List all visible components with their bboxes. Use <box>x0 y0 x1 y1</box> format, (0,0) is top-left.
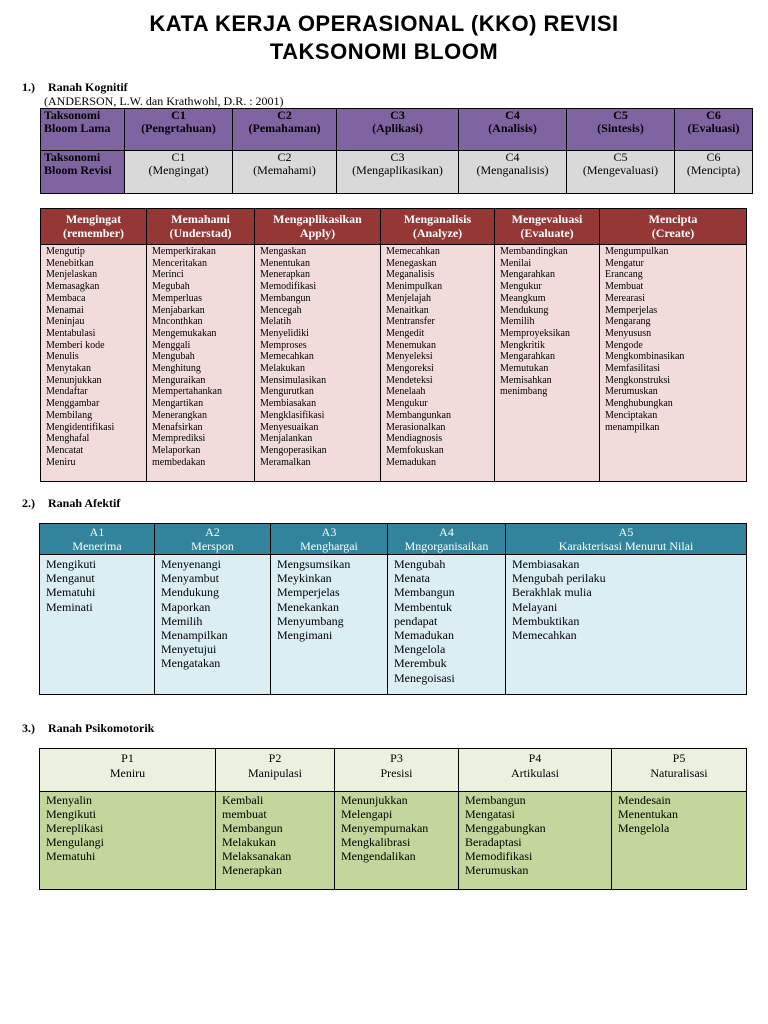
row-old-taxonomy <box>41 109 753 151</box>
verb-item: Mendukung <box>500 304 549 316</box>
bloom-taxonomy-table <box>40 108 753 194</box>
verb-item: Menerapkan <box>222 863 282 877</box>
verb-item: Menjelajah <box>386 292 431 304</box>
verb-item: Mengkonstruksi <box>605 374 670 386</box>
verb-item: Mengukur <box>500 281 542 293</box>
kognitif-header-row <box>41 209 747 245</box>
verb-item: Menekankan <box>277 599 339 614</box>
old-level-c1: C1 (Pengrtahuan) <box>125 109 233 151</box>
verb-item: Mengumpulkan <box>605 246 669 257</box>
verb-item: Menyambut <box>161 571 219 586</box>
section-number: 2.) <box>22 496 35 510</box>
verb-item: Menyempurnakan <box>341 821 429 835</box>
verb-item: Meykinkan <box>277 571 332 586</box>
verb-item: Menyesuaikan <box>260 421 319 433</box>
verb-item: menampilkan <box>605 421 660 433</box>
verb-item: Mendeteksi <box>386 374 433 386</box>
afektif-col-header: A3 Menghargai <box>271 524 388 555</box>
verb-item: Menjabarkan <box>152 304 205 316</box>
verb-item: Mematuhi <box>46 849 96 863</box>
verb-item: Menaitkan <box>386 304 429 316</box>
verb-list <box>381 245 495 482</box>
revised-level-c6: C6 (Mencipta) <box>675 151 753 194</box>
verb-item: Memfasilitasi <box>605 363 660 375</box>
verb-list <box>335 792 459 890</box>
verb-item: Mengemukakan <box>152 327 217 339</box>
revised-level-c4: C4 (Menganalisis) <box>459 151 567 194</box>
verb-list <box>147 245 255 482</box>
verb-item: Mengendalikan <box>341 849 416 863</box>
verb-item: Mengikuti <box>46 557 96 571</box>
afektif-verbs-row <box>40 555 747 695</box>
section-kognitif-heading <box>22 80 128 95</box>
verb-item: Maporkan <box>161 599 211 614</box>
verb-item: Memodifikasi <box>465 849 533 863</box>
page-title <box>0 10 768 66</box>
verb-list <box>271 555 388 695</box>
verb-item: Membentuk <box>394 599 452 614</box>
verb-list <box>216 792 335 890</box>
verb-item: Mengikuti <box>46 807 96 821</box>
verb-item: Meganalisis <box>386 269 435 281</box>
revised-taxonomy-label: Taksonomi Bloom Revisi <box>41 151 125 194</box>
old-level-c5: C5 (Sintesis) <box>567 109 675 151</box>
verb-item: Berakhlak mulia <box>512 585 592 600</box>
verb-item: Menjalankan <box>260 433 313 445</box>
verb-item: Beradaptasi <box>465 835 522 849</box>
verb-list <box>506 555 747 695</box>
verb-list <box>600 245 747 482</box>
verb-item: Membuktikan <box>512 613 580 628</box>
verb-item: Memfokuskan <box>386 444 444 456</box>
afektif-col-header: A4 Mngorganisaikan <box>388 524 506 555</box>
verb-item: Erancang <box>605 269 643 281</box>
verb-item: Mengkritik <box>500 339 545 351</box>
row-revised-taxonomy <box>41 151 753 194</box>
section-number: 3.) <box>22 721 35 735</box>
verb-item: Melaporkan <box>152 444 201 456</box>
verb-item: Mengatur <box>605 257 644 269</box>
verb-list <box>459 792 612 890</box>
verb-item: Membangun <box>260 292 311 304</box>
psikomotorik-col-header: P3 Presisi <box>335 749 459 792</box>
verb-item: Menghitung <box>152 363 201 375</box>
verb-item: Melakukan <box>260 363 305 375</box>
verb-item: Merumuskan <box>465 863 529 877</box>
verb-item: Menamai <box>46 304 84 316</box>
old-level-c2: C2 (Pemahaman) <box>233 109 337 151</box>
section-label: Ranah Afektif <box>48 496 121 510</box>
verb-item: Menyeleksi <box>386 351 433 363</box>
verb-item: pendapat <box>394 613 438 628</box>
verb-item: Menjelaskan <box>46 269 98 281</box>
verb-list <box>388 555 506 695</box>
verb-item: Mendaftar <box>46 386 88 398</box>
verb-item: Merembuk <box>394 656 447 671</box>
verb-list <box>155 555 271 695</box>
verb-item: Merinci <box>152 269 184 281</box>
verb-item: Mengulangi <box>46 835 104 849</box>
verb-item: Meninjau <box>46 316 85 328</box>
section-afektif-heading <box>22 496 120 511</box>
verb-item: Mengode <box>605 339 643 351</box>
verb-item: Memproses <box>260 339 307 351</box>
verb-item: Mengsumsikan <box>277 557 351 571</box>
verb-item: Menguraikan <box>152 374 206 386</box>
verb-item: membuat <box>222 807 267 821</box>
verb-item: Mengidentifikasi <box>46 421 115 433</box>
verb-item: Mengarahkan <box>500 351 555 363</box>
verb-item: Menulis <box>46 351 79 363</box>
verb-item: Menyetujui <box>161 642 217 657</box>
verb-item: Mendesain <box>618 793 671 807</box>
verb-item: Menytakan <box>46 363 91 375</box>
psikomotorik-col-header: P2 Manipulasi <box>216 749 335 792</box>
verb-item: Meramalkan <box>260 456 311 468</box>
kognitif-verbs-table <box>40 208 747 482</box>
verb-item: Mengatakan <box>161 656 221 671</box>
revised-level-c3: C3 (Mengaplikasikan) <box>337 151 459 194</box>
verb-item: Menerangkan <box>152 409 207 421</box>
verb-item: Menebitkan <box>46 257 94 269</box>
verb-item: Membiasakan <box>260 398 317 410</box>
verb-item: Menceritakan <box>152 257 207 269</box>
verb-item: Menghubungkan <box>605 398 673 410</box>
verb-item: Menegaskan <box>386 257 437 269</box>
verb-item: Memproyeksikan <box>500 327 570 339</box>
verb-item: Melatih <box>260 316 292 328</box>
revised-level-c2: C2 (Memahami) <box>233 151 337 194</box>
verb-item: Membandingkan <box>500 246 568 257</box>
verb-item: Mengedit <box>386 327 425 339</box>
source-citation: (ANDERSON, L.W. dan Krathwohl, D.R. : 2001) <box>44 94 284 108</box>
verb-item: Menggabungkan <box>465 821 546 835</box>
psikomotorik-header-row <box>40 749 747 792</box>
verb-item: Mengklasifikasi <box>260 409 325 421</box>
verb-item: Mengarahkan <box>500 269 555 281</box>
verb-item: Memperjelas <box>605 304 658 316</box>
kognitif-verbs-row <box>41 245 747 482</box>
old-taxonomy-label: Taksonomi Bloom Lama <box>41 109 125 151</box>
verb-item: Membangun <box>394 585 455 600</box>
verb-item: Mematuhi <box>46 585 96 600</box>
verb-item: Menunjukkan <box>341 793 408 807</box>
kognitif-col-header: Mengevaluasi (Evaluate) <box>495 209 600 245</box>
verb-item: Menampilkan <box>161 628 228 643</box>
verb-item: Mendiagnosis <box>386 433 443 445</box>
verb-item: Mengartikan <box>152 398 204 410</box>
verb-item: Melayani <box>512 599 558 614</box>
verb-item: Menyususn <box>605 327 652 339</box>
verb-item: Menyenangi <box>161 557 221 571</box>
verb-item: Memasagkan <box>46 281 100 293</box>
verb-item: Menunjukkan <box>46 374 102 386</box>
verb-item: Mengoreksi <box>386 363 434 375</box>
verb-list <box>495 245 600 482</box>
verb-item: Mentabulasi <box>46 327 96 339</box>
verb-item: Menghafal <box>46 433 90 445</box>
verb-item: Memecahkan <box>386 246 440 257</box>
verb-item: Merumuskan <box>605 386 658 398</box>
verb-list <box>40 792 216 890</box>
verb-item: Meniru <box>46 456 76 468</box>
verb-item: Memecahkan <box>260 351 314 363</box>
verb-item: Menyelidiki <box>260 327 309 339</box>
verb-list <box>612 792 747 890</box>
kognitif-col-header: Mengaplikasikan Apply) <box>255 209 381 245</box>
verb-item: Mensimulasikan <box>260 374 327 386</box>
verb-item: Menyalin <box>46 793 92 807</box>
verb-item: Mengatasi <box>465 807 515 821</box>
title-line-1: KATA KERJA OPERASIONAL (KKO) REVISI <box>149 11 619 36</box>
verb-item: Menata <box>394 571 430 586</box>
revised-level-c1: C1 (Mengingat) <box>125 151 233 194</box>
verb-item: Memberi kode <box>46 339 105 351</box>
psikomotorik-col-header: P4 Artikulasi <box>459 749 612 792</box>
verb-item: Menentukan <box>618 807 678 821</box>
verb-item: Memprediksi <box>152 433 206 445</box>
verb-list <box>255 245 381 482</box>
afektif-header-row <box>40 524 747 555</box>
verb-item: Mentransfer <box>386 316 435 328</box>
afektif-col-header: A1 Menerima <box>40 524 155 555</box>
verb-item: Membilang <box>46 409 93 421</box>
verb-item: Mengkombinasikan <box>605 351 685 363</box>
verb-item: Memisahkan <box>500 374 552 386</box>
verb-item: Mengoperasikan <box>260 444 327 456</box>
verb-item: Menciptakan <box>605 409 658 421</box>
verb-item: Mengubah perilaku <box>512 571 606 586</box>
verb-item: Memadukan <box>394 628 454 643</box>
verb-item: Mengutip <box>46 246 85 257</box>
verb-item: Membangun <box>465 793 526 807</box>
verb-item: Memadukan <box>386 456 436 468</box>
verb-item: Melakukan <box>222 835 276 849</box>
verb-item: Menilai <box>500 257 532 269</box>
verb-item: Membangun <box>222 821 283 835</box>
verb-item: Menggambar <box>46 398 100 410</box>
verb-item: Meangkum <box>500 292 546 304</box>
verb-item: membedakan <box>152 456 206 468</box>
kognitif-col-header: Mengingat (remember) <box>41 209 147 245</box>
verb-item: Mnconthkan <box>152 316 203 328</box>
kognitif-col-header: Menganalisis (Analyze) <box>381 209 495 245</box>
afektif-col-header: A5 Karakterisasi Menurut Nilai <box>506 524 747 555</box>
section-label: Ranah Psikomotorik <box>48 721 155 735</box>
verb-item: menimbang <box>500 386 548 398</box>
verb-item: Mengkalibrasi <box>341 835 411 849</box>
verb-item: Menimpulkan <box>386 281 443 293</box>
verb-item: Memodifikasi <box>260 281 317 293</box>
verb-item: Menganut <box>46 571 95 586</box>
verb-item: Mengelola <box>394 642 446 657</box>
verb-item: Merearasi <box>605 292 645 304</box>
verb-item: Mengubah <box>394 557 446 571</box>
psikomotorik-verbs-row <box>40 792 747 890</box>
psikomotorik-col-header: P1 Meniru <box>40 749 216 792</box>
verb-item: Mengarang <box>605 316 651 328</box>
verb-item: Megubah <box>152 281 190 293</box>
verb-item: Mengukur <box>386 398 428 410</box>
verb-list <box>40 555 155 695</box>
old-level-c4: C4 (Analisis) <box>459 109 567 151</box>
verb-item: Mengelola <box>618 821 670 835</box>
verb-item: Membuat <box>605 281 644 293</box>
verb-item: Mencatat <box>46 444 84 456</box>
verb-item: Membiasakan <box>512 557 580 571</box>
verb-item: Mereplikasi <box>46 821 104 835</box>
verb-item: Mengimani <box>277 628 333 643</box>
psikomotorik-col-header: P5 Naturalisasi <box>612 749 747 792</box>
verb-item: Menemukan <box>386 339 436 351</box>
verb-item: Memperjelas <box>277 585 340 600</box>
verb-list <box>41 245 147 482</box>
verb-item: Menyumbang <box>277 613 344 628</box>
afektif-table <box>39 523 747 695</box>
title-line-2: TAKSONOMI BLOOM <box>269 39 499 64</box>
verb-item: Kembali <box>222 793 264 807</box>
verb-item: Mengubah <box>152 351 195 363</box>
verb-item: Menegoisasi <box>394 670 455 685</box>
verb-item: Mengurutkan <box>260 386 314 398</box>
kognitif-col-header: Mencipta (Create) <box>600 209 747 245</box>
verb-item: Memutukan <box>500 363 549 375</box>
verb-item: Melengapi <box>341 807 393 821</box>
verb-item: Mengaskan <box>260 246 307 257</box>
verb-item: Mencegah <box>260 304 302 316</box>
revised-level-c5: C5 (Mengevaluasi) <box>567 151 675 194</box>
verb-item: Membangunkan <box>386 409 451 421</box>
verb-item: Merasionalkan <box>386 421 446 433</box>
verb-item: Mendukung <box>161 585 219 600</box>
verb-item: Meminati <box>46 599 93 614</box>
old-level-c6: C6 (Evaluasi) <box>675 109 753 151</box>
verb-item: Menentukan <box>260 257 310 269</box>
verb-item: Mempertahankan <box>152 386 222 398</box>
verb-item: Memilih <box>500 316 535 328</box>
verb-item: Menelaah <box>386 386 426 398</box>
verb-item: Memperkirakan <box>152 246 216 257</box>
old-level-c3: C3 (Aplikasi) <box>337 109 459 151</box>
verb-item: Menerapkan <box>260 269 310 281</box>
kognitif-col-header: Memahami (Understad) <box>147 209 255 245</box>
verb-item: Melaksanakan <box>222 849 292 863</box>
verb-item: Memperluas <box>152 292 202 304</box>
psikomotorik-table <box>39 748 747 890</box>
verb-item: Memilih <box>161 613 203 628</box>
section-number: 1.) <box>22 80 35 94</box>
verb-item: Memecahkan <box>512 628 577 643</box>
verb-item: Menafsirkan <box>152 421 203 433</box>
verb-item: Menggali <box>152 339 191 351</box>
section-label: Ranah Kognitif <box>48 80 128 94</box>
afektif-col-header: A2 Merspon <box>155 524 271 555</box>
verb-item: Membaca <box>46 292 86 304</box>
section-psikomotorik-heading <box>22 721 154 736</box>
